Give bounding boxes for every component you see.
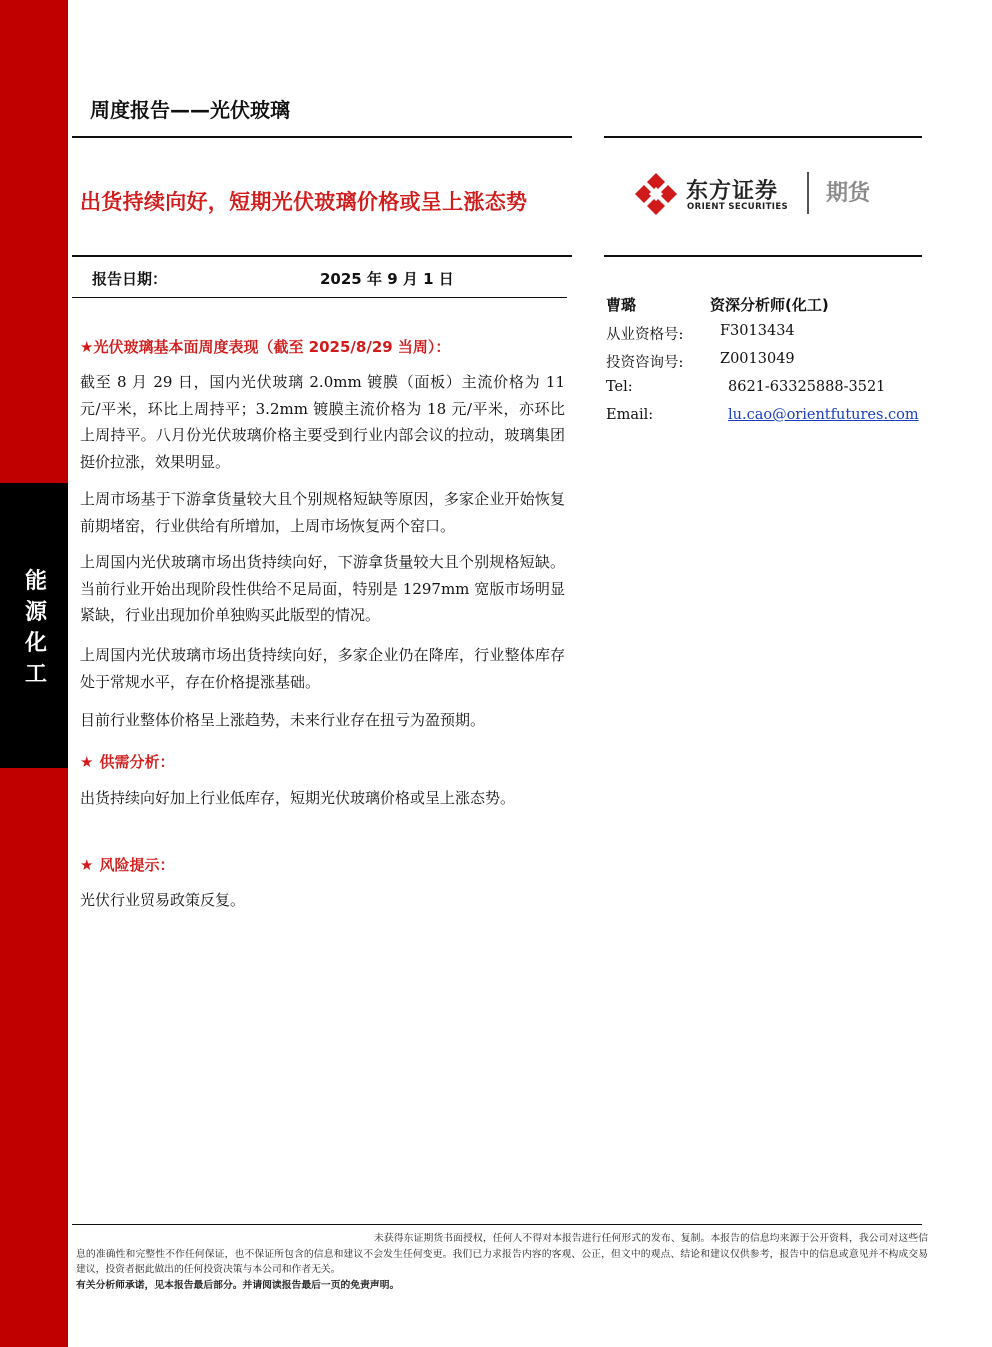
logo-division: 期货 [826, 181, 871, 206]
paragraph-price: 截至 8 月 29 日，国内光伏玻璃 2.0mm 镀膜（面板）主流价格为 11 元/平米，环比上周持平；3.2mm 镀膜主流价格为 18 元/平米，亦环比上周持平。八月份光伏玻璃价格主要受到行业内部会议的拉动，玻璃集团挺价拉涨，效果明显。 [80, 373, 565, 471]
logo-separator [807, 172, 809, 214]
report-headline: 出货持续向好，短期光伏玻璃价格或呈上涨态势 [80, 190, 528, 214]
license-value: F3013434 [720, 323, 795, 339]
logo-name-cn: 东方证券 [686, 179, 779, 204]
license-label: 从业资格号: [606, 327, 684, 343]
report-date-label: 报告日期： [92, 270, 168, 288]
section-heading-supply-demand [80, 751, 174, 772]
orient-securities-logo [634, 172, 884, 216]
section-heading-risk [80, 854, 174, 875]
paragraph-shipment: 上周国内光伏玻璃市场出货持续向好，下游拿货量较大且个别规格短缺。当前行业开始出现阶段性供给不足局面，特别是 1297mm 宽版市场明显紧缺，行业出现加价单独购买此版型的情况。 [80, 553, 565, 624]
tel-value: 8621-63325888-3521 [728, 379, 886, 395]
paragraph-supply-demand: 出货持续向好加上行业低库存，短期光伏玻璃价格或呈上涨态势。 [80, 789, 516, 807]
section-heading-text: 供需分析： [99, 753, 175, 771]
section-heading-text: 风险提示： [99, 856, 175, 874]
consult-label: 投资咨询号: [606, 355, 684, 371]
email-link[interactable]: lu.cao@orientfutures.com [728, 407, 919, 423]
tel-label: Tel: [606, 379, 633, 395]
section-heading-fundamentals: ★光伏玻璃基本面周度表现（截至 2025/8/29 当周）： [80, 338, 451, 356]
logo-name-en: ORIENT SECURITIES [687, 202, 789, 212]
paragraph-inventory: 上周国内光伏玻璃市场出货持续向好，多家企业仍在降库，行业整体库存处于常规水平，存在价格提涨基础。 [80, 646, 565, 691]
date-divider [72, 297, 567, 298]
consult-value: Z0013049 [720, 351, 795, 367]
paragraph-outlook: 目前行业整体价格呈上涨趋势，未来行业存在扭亏为盈预期。 [80, 711, 486, 729]
paragraph-risk: 光伏行业贸易政策反复。 [80, 891, 246, 909]
analyst-license-row [606, 323, 683, 344]
disclaimer-text: 未获得东证期货书面授权，任何人不得对本报告进行任何形式的发布、复制。本报告的信息均来源于公开资料，我公司对这些信息的准确性和完整性不作任何保证，也不保证所包含的信息和建议不会发生任何变更。我们已力求报告内容的客观、公正，但文中的观点、结论和建议仅供参考，报告中的信息或意见并不构成交易建议，投资者据此做出的任何投资决策与本公司和作者无关。 [76, 1233, 928, 1275]
analyst-title: 资深分析师(化工) [710, 296, 829, 314]
star-icon: ★ [80, 856, 94, 874]
analyst-consult-row [606, 351, 683, 372]
report-date-value: 2025 年 9 月 1 日 [320, 270, 454, 288]
analyst-email-row [606, 407, 653, 423]
disclaimer-notice: 有关分析师承诺，见本报告最后部分。并请阅读报告最后一页的免责声明。 [76, 1279, 400, 1291]
paragraph-supply: 上周市场基于下游拿货量较大且个别规格短缺等原因，多家企业开始恢复前期堵窑，行业供给有所增加，上周市场恢复两个窑口。 [80, 490, 565, 535]
orient-logo-icon [634, 172, 678, 216]
disclaimer [76, 1231, 928, 1293]
email-label: Email: [606, 407, 654, 423]
star-icon: ★ [80, 753, 94, 771]
footer-divider [72, 1224, 922, 1225]
header-divider-left-bottom [72, 255, 572, 257]
header-divider-right-top [604, 136, 922, 138]
header-divider-left-top [72, 136, 572, 138]
analyst-name: 曹璐 [606, 296, 637, 314]
header-divider-right-bottom [604, 255, 922, 257]
sector-label: 能源化工 [24, 569, 47, 687]
analyst-tel-row [606, 379, 633, 395]
report-type-title: 周度报告——光伏玻璃 [90, 98, 290, 122]
